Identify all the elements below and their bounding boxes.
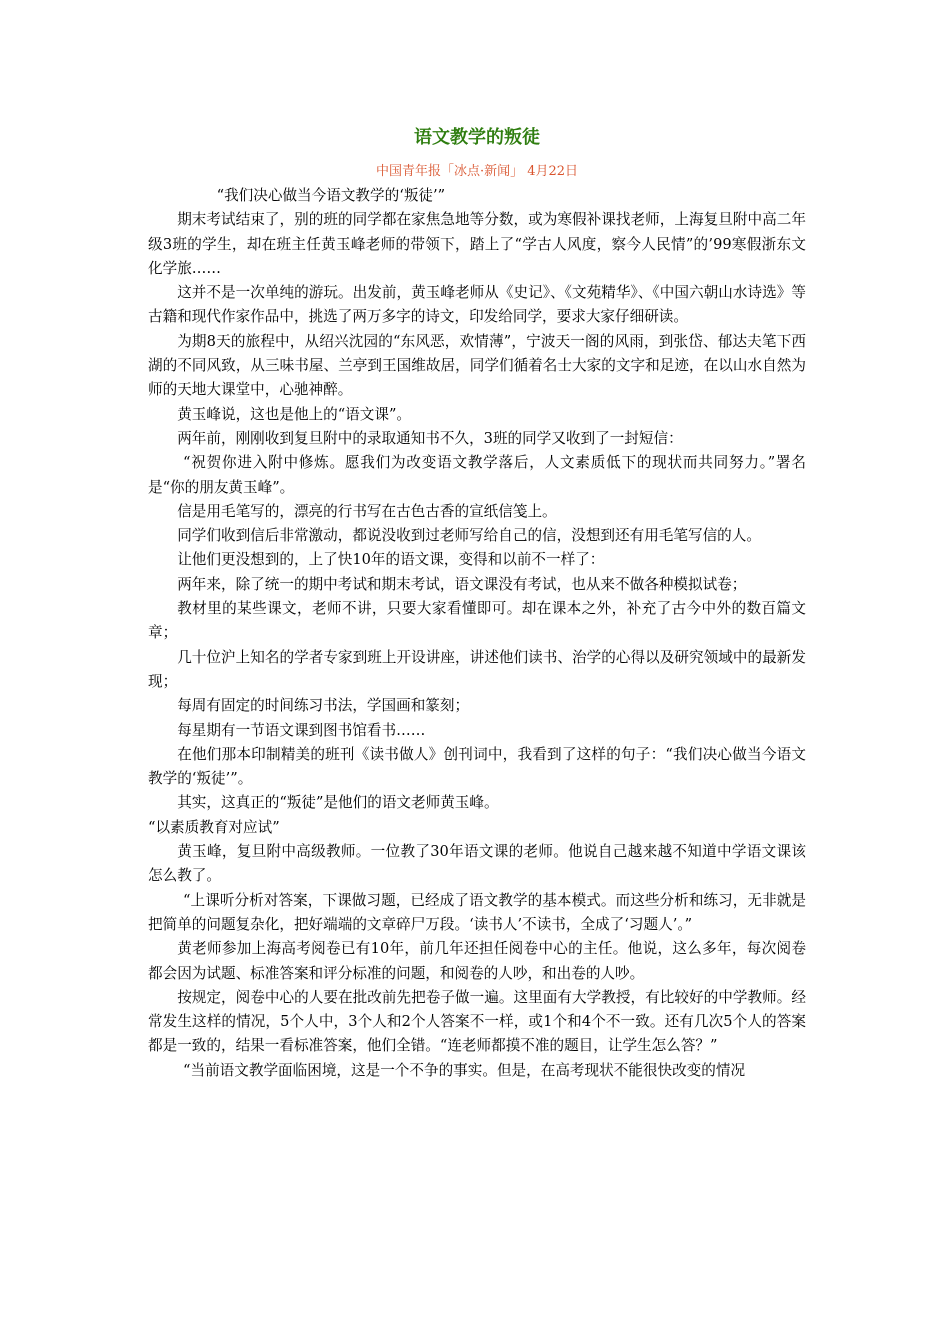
paragraph: 黄老师参加上海高考阅卷已有10年，前几年还担任阅卷中心的主任。他说，这么多年，每次阅卷都会因为试题、标准答案和评分标准的问题，和阅卷的人吵，和出卷的人吵。 (148, 940, 806, 982)
paragraph: 黄玉峰，复旦附中高级教师。一位教了30年语文课的老师。他说自己越来越不知道中学语文课该怎么教了。 (148, 843, 806, 885)
paragraph: 其实，这真正的“叛徒”是他们的语文老师黄玉峰。 (177, 794, 499, 812)
document-page (148, 118, 806, 1083)
paragraph: 每周有固定的时间练习书法，学国画和篆刻； (177, 697, 470, 715)
article-title: 语文教学的叛徒 (414, 127, 540, 148)
paragraph: “祝贺你进入附中修炼。愿我们为改变语文教学落后，人文素质低下的现状而共同努力。”署名是“你的朋友黄玉峰”。 (148, 454, 806, 496)
paragraph: 期末考试结束了，别的班的同学都在家焦急地等分数，或为寒假补课找老师，上海复旦附中高二年级3班的学生，却在班主任黄玉峰老师的带领下，踏上了“学古人风度，察今人民情”的’99寒假浙东文化学旅…… (148, 211, 806, 277)
section-heading: “以素质教育对应试” (148, 818, 280, 836)
paragraph: “当前语文教学面临困境，这是一个不争的事实。但是，在高考现状不能很快改变的情况 (183, 1061, 746, 1079)
paragraph: 在他们那本印制精美的班刊《读书做人》创刊词中，我看到了这样的句子：“我们决心做当今语文教学的‘叛徒’”。 (148, 745, 806, 788)
paragraph: “上课听分析对答案，下课做习题，已经成了语文教学的基本模式。而这些分析和练习，无非就是把简单的问题复杂化，把好端端的文章碎尸万段。‘读书人’不读书，全成了‘习题人’。” (148, 891, 806, 933)
article-source: 中国青年报「冰点·新闻」 4月22日 (375, 164, 579, 179)
article-body (148, 184, 806, 1083)
paragraph: 这并不是一次单纯的游玩。出发前，黄玉峰老师从《史记》、《文苑精华》、《中国六朝山水诗选》等古籍和现代作家作品中，挑选了两万多字的诗文，印发给同学，要求大家仔细研读。 (148, 284, 806, 326)
paragraph: 两年来，除了统一的期中考试和期末考试，语文课没有考试，也从来不做各种模拟试卷； (177, 575, 747, 593)
section-heading: “我们决心做当今语文教学的‘叛徒’” (216, 187, 446, 204)
paragraph: 黄玉峰说，这也是他上的“语文课”。 (177, 405, 412, 423)
paragraph: 按规定，阅卷中心的人要在批改前先把卷子做一遍。这里面有大学教授，有比较好的中学教师。经常发生这样的情况，5个人中，3个人和2个人答案不一样，或1个和4个不一致。还有几次5个人的答案都是一致的，结果一看标准答案，他们全错。“连老师都摸不准的题目，让学生怎么答？” (148, 988, 806, 1055)
paragraph: 每星期有一节语文课到图书馆看书…… (177, 721, 426, 739)
paragraph: 几十位沪上知名的学者专家到班上开设讲座，讲述他们读书、治学的心得以及研究领域中的最新发现； (148, 648, 806, 690)
paragraph: 为期8天的旅程中，从绍兴沈园的“东风恶，欢情薄”，宁波天一阁的风雨，到张岱、郁达夫笔下西湖的不同风致，从三味书屋、兰亭到王国维故居，同学们循着名士大家的文字和足迹，在以山水自然为师的天地大课堂中，心驰神醉。 (148, 332, 806, 399)
paragraph: 两年前，刚刚收到复旦附中的录取通知书不久，3班的同学又收到了一封短信： (177, 429, 683, 447)
paragraph: 信是用毛笔写的，漂亮的行书写在古色古香的宣纸信笺上。 (177, 502, 557, 520)
paragraph: 让他们更没想到的，上了快10年的语文课，变得和以前不一样了： (177, 551, 605, 569)
paragraph: 同学们收到信后非常激动，都说没收到过老师写给自己的信，没想到还有用毛笔写信的人。 (177, 527, 761, 545)
paragraph: 教材里的某些课文，老师不讲，只要大家看懂即可。却在课本之外，补充了古今中外的数百篇文章； (148, 600, 806, 642)
